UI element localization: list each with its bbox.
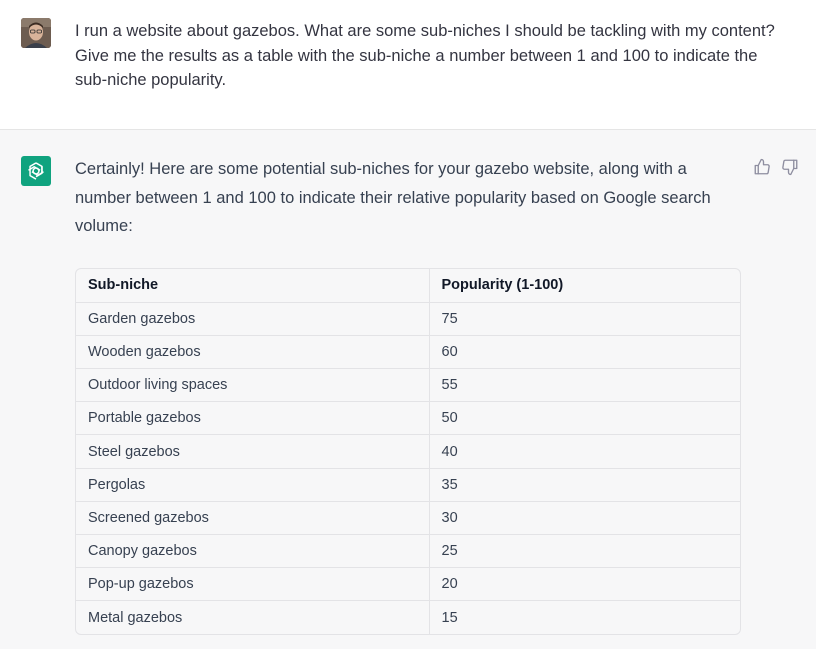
table-row <box>76 568 740 601</box>
popularity-cell: 75 <box>429 302 740 335</box>
popularity-cell: 15 <box>441 609 458 626</box>
table-row <box>76 501 740 534</box>
assistant-message-text: Certainly! Here are some potential sub-niches for your gazebo website, along with a number between 1 and 100 to indicate their relative popularity based on Google search volume: <box>75 160 711 235</box>
popularity-cell: 50 <box>429 402 740 435</box>
feedback-buttons <box>753 158 799 176</box>
subniche-cell: Wooden gazebos <box>76 335 429 368</box>
popularity-cell: 55 <box>429 369 740 402</box>
subniche-cell: Garden gazebos <box>76 302 429 335</box>
subniche-cell: Screened gazebos <box>76 501 429 534</box>
popularity-cell: 60 <box>429 335 740 368</box>
popularity-cell: 35 <box>429 468 740 501</box>
subniche-cell: Outdoor living spaces <box>76 369 429 402</box>
column-header-popularity: Popularity (1-100) <box>429 269 740 302</box>
subniche-cell: Pergolas <box>76 468 429 501</box>
popularity-table <box>75 268 741 635</box>
user-message-text: I run a website about gazebos. What are some sub-niches I should be tackling with my content? Give me the results as a table with the sub-niche a number between 1 and 100 to indicate the sub-niche popularity. <box>75 22 775 89</box>
subniche-cell: Pop-up gazebos <box>76 568 429 601</box>
popularity-cell: 20 <box>429 568 740 601</box>
thumbs-up-icon[interactable] <box>753 158 771 176</box>
table-row <box>76 369 740 402</box>
assistant-message-row <box>0 130 816 649</box>
table-row <box>76 402 740 435</box>
table-row <box>76 601 740 634</box>
table-row <box>76 468 740 501</box>
popularity-cell: 25 <box>429 535 740 568</box>
user-avatar-image <box>21 18 51 48</box>
column-header-subniche: Sub-niche <box>76 269 429 302</box>
popularity-cell: 40 <box>429 435 740 468</box>
subniche-cell: Canopy gazebos <box>76 535 429 568</box>
user-message-row <box>0 0 816 130</box>
subniche-cell: Portable gazebos <box>76 402 429 435</box>
table-row <box>76 535 740 568</box>
popularity-cell: 30 <box>429 501 740 534</box>
table-header-row <box>76 269 740 302</box>
thumbs-down-icon[interactable] <box>781 158 799 176</box>
subniche-cell: Metal gazebos <box>76 601 429 634</box>
table-row <box>76 435 740 468</box>
user-avatar <box>21 18 51 48</box>
openai-logo-icon <box>21 156 51 186</box>
table-row <box>76 302 740 335</box>
table-row <box>76 335 740 368</box>
subniche-cell: Steel gazebos <box>76 435 429 468</box>
